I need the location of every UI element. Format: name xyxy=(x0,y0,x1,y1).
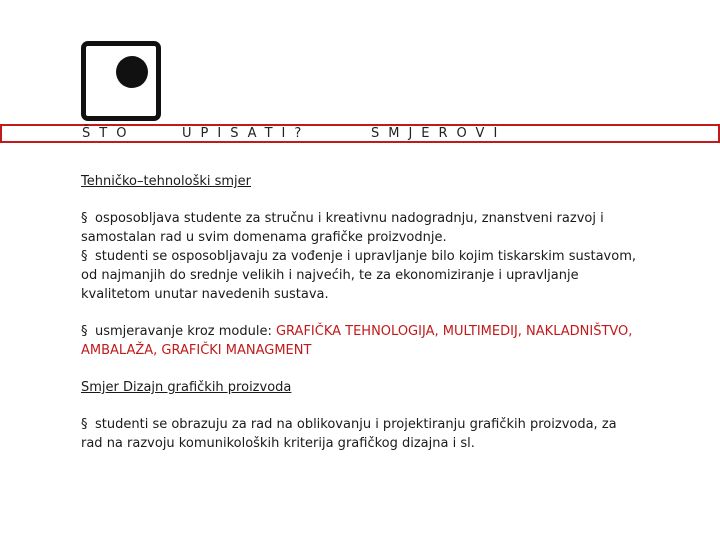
title-word-1: ŠTO xyxy=(82,126,136,141)
logo-dot xyxy=(116,56,148,88)
list-item xyxy=(81,322,641,360)
list-item xyxy=(81,415,641,453)
title-word-3: SMJEROVI xyxy=(371,126,507,141)
bullet-icon: § xyxy=(81,211,88,226)
list-item-text: usmjeravanje kroz module: xyxy=(95,324,276,339)
list-item xyxy=(81,247,641,304)
bullet-icon: § xyxy=(81,249,88,264)
main-content xyxy=(81,172,641,453)
list-item-text: studenti se obrazuju za rad na oblikovanju i projektiranju grafičkih proizvoda, za rad na razvoju komunikoloških kriterija grafičkog dizajna i sl. xyxy=(81,417,617,451)
list-item-text: studenti se osposobljavaju za vođenje i upravljanje bilo kojim tiskarskim sustavom, od najmanjih do srednje velikih i najvećih, te za ekonomiziranje i upravljanje kvalitetom unutar navedenih sustava. xyxy=(81,249,636,302)
title-word-2: UPISATI? xyxy=(182,126,311,141)
module-list: GRAFIČKA TEHNOLOGIJA, MULTIMEDIJ, NAKLADNIŠTVO, AMBALAŽA, GRAFIČKI MANAGMENT xyxy=(81,324,633,358)
list-item-text: osposobljava studente za stručnu i kreativnu nadogradnju, znanstveni razvoj i samostalan rad u svim domenama grafičke proizvodnje. xyxy=(81,211,604,245)
title-bar xyxy=(0,124,720,143)
bullet-icon: § xyxy=(81,417,88,432)
list-item xyxy=(81,209,641,247)
section-heading-technical: Tehničko–tehnološki smjer xyxy=(81,174,252,189)
bullet-icon: § xyxy=(81,324,88,339)
section-heading-design: Smjer Dizajn grafičkih proizvoda xyxy=(81,380,292,395)
